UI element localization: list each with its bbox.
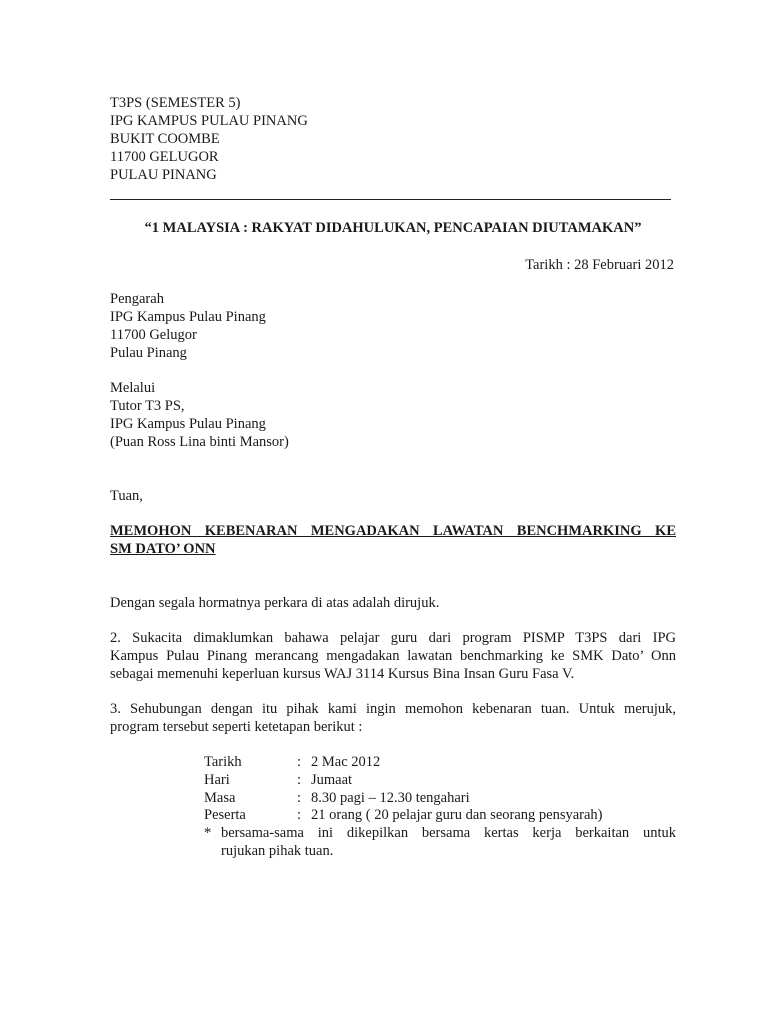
subject-line-2: SM DATO’ ONN (110, 541, 216, 557)
salutation: Tuan, (110, 488, 143, 504)
sender-line-5: PULAU PINANG (110, 167, 217, 183)
detail-colon: : (297, 807, 302, 823)
paragraph-2-line-2: Kampus Pulau Pinang merancang mengadakan lawatan benchmarking ke SMK Dato’ Onn (110, 648, 676, 664)
detail-row-date (204, 753, 380, 771)
subject-line-1: MEMOHON KEBENARAN MENGADAKAN LAWATAN BENCHMARKING KE (110, 523, 676, 539)
detail-value: Jumaat (311, 772, 353, 788)
paragraph-2 (110, 629, 676, 683)
detail-row-day (204, 771, 352, 789)
via-line-3: IPG Kampus Pulau Pinang (110, 416, 266, 432)
paragraph-3 (110, 700, 676, 736)
sender-line-3: BUKIT COOMBE (110, 131, 220, 147)
detail-label: Masa (204, 790, 236, 806)
subject-heading (110, 522, 676, 558)
detail-value: 8.30 pagi – 12.30 tengahari (311, 790, 470, 806)
detail-label: Hari (204, 772, 230, 788)
sender-line-4: 11700 GELUGOR (110, 149, 219, 165)
via-line-1: Melalui (110, 380, 156, 396)
via-line-4: (Puan Ross Lina binti Mansor) (110, 434, 289, 450)
paragraph-3-line-1: 3. Sehubungan dengan itu pihak kami ingin memohon kebenaran tuan. Untuk merujuk, (110, 701, 676, 717)
attachment-note-text (221, 824, 676, 860)
paragraph-2-line-1: 2. Sukacita dimaklumkan bahawa pelajar guru dari program PISMP T3PS dari IPG (110, 630, 676, 646)
sender-line-1: T3PS (SEMESTER 5) (110, 95, 241, 111)
asterisk-bullet: * (204, 825, 212, 841)
attachment-note (204, 824, 676, 860)
recipient-line-2: IPG Kampus Pulau Pinang (110, 309, 266, 325)
recipient-line-1: Pengarah (110, 291, 164, 307)
detail-label: Tarikh (204, 754, 242, 770)
sender-line-2: IPG KAMPUS PULAU PINANG (110, 113, 308, 129)
paragraph-3-line-2: program tersebut seperti ketetapan berikut : (110, 719, 363, 735)
paragraph-1: Dengan segala hormatnya perkara di atas adalah dirujuk. (110, 595, 440, 611)
detail-value: 2 Mac 2012 (311, 754, 381, 770)
detail-row-participants (204, 806, 603, 824)
detail-colon: : (297, 754, 302, 770)
header-divider (110, 199, 671, 200)
via-line-2: Tutor T3 PS, (110, 398, 185, 414)
motto: “1 MALAYSIA : RAKYAT DIDAHULUKAN, PENCAPAIAN DIUTAMAKAN” (144, 220, 642, 236)
attachment-note-line-2: rujukan pihak tuan. (221, 843, 334, 859)
detail-colon: : (297, 790, 302, 806)
detail-row-time (204, 789, 470, 807)
detail-value: 21 orang ( 20 pelajar guru dan seorang pensyarah) (311, 807, 603, 823)
recipient-line-4: Pulau Pinang (110, 345, 187, 361)
paragraph-2-line-3: sebagai memenuhi keperluan kursus WAJ 3114 Kursus Bina Insan Guru Fasa V. (110, 666, 575, 682)
attachment-note-line-1: bersama-sama ini dikepilkan bersama kertas kerja berkaitan untuk (221, 825, 676, 841)
letter-date: Tarikh : 28 Februari 2012 (525, 257, 674, 273)
recipient-line-3: 11700 Gelugor (110, 327, 197, 343)
detail-label: Peserta (204, 807, 246, 823)
detail-colon: : (297, 772, 302, 788)
